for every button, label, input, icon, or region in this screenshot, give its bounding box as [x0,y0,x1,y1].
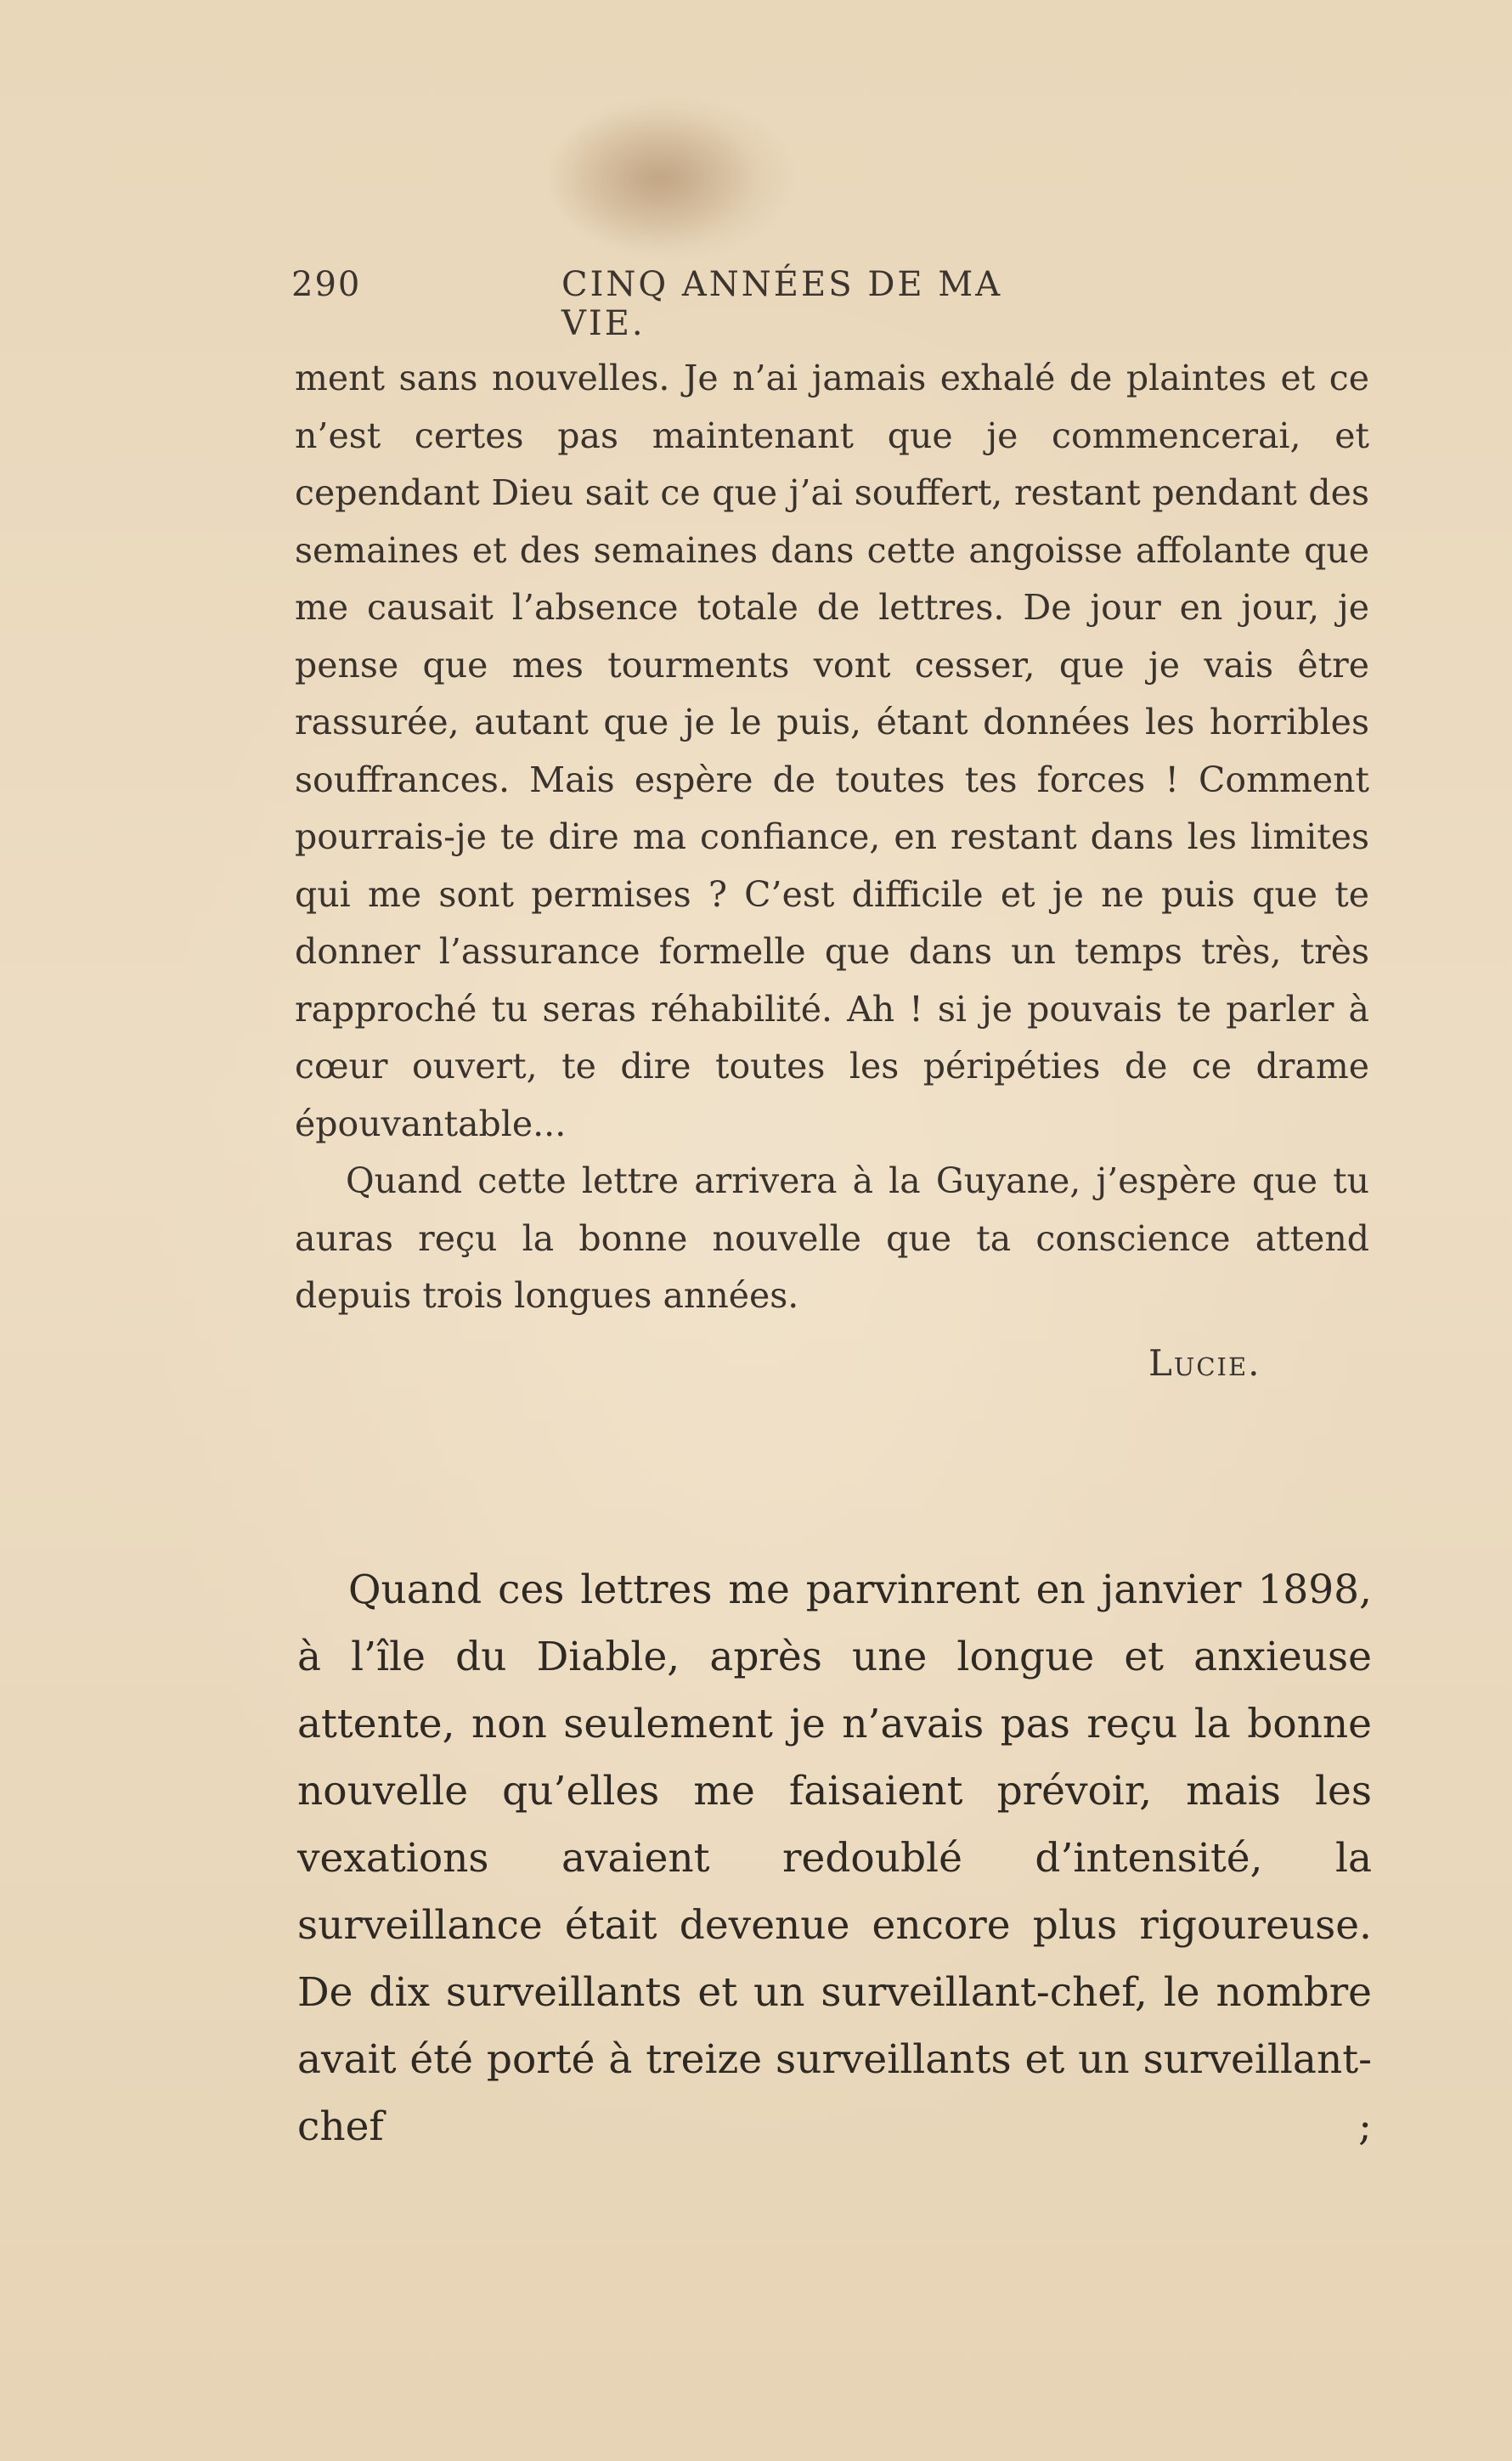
running-title: CINQ ANNÉES DE MA VIE. [561,265,1003,343]
page-number: 290 [291,265,362,304]
letter-paragraph: ment sans nouvelles. Je n’ai jamais exhalé de plaintes et ce n’est certes pas maintenant que je commencerai, et cependant Dieu sait ce que j’ai souffert, restant pendant des semaines et des semaines dans cette angoisse affolante que me causait l’absence totale de lettres. De jour en jour, je pense que mes tourments vont cesser, que je vais être rassurée, autant que je le puis, étant données les horribles souffrances. Mais espère de toutes tes forces ! Comment pourrais-je te dire ma confiance, en restant dans les limites qui me sont permises ? C’est difficile et je ne puis que te donner l’assurance formelle que dans un temps très, très rapproché tu seras réhabilité. Ah ! si je pouvais te parler à cœur ouvert, te dire toutes les péripéties de ce drame épouvantable... [295,358,1369,1144]
letter-signature: Lucie. [1148,1342,1261,1384]
narrative-paragraph: Quand ces lettres me parvinrent en janvier 1898, à l’île du Diable, après une longue et anxieuse attente, non seulement je n’avais pas reçu la bonne nouvelle qu’elles me faisaient prévoir, mais les vexations avaient redoublé d’intensité, la surveillance était devenue encore plus rigoureuse. De dix surveillants et un surveillant-chef, le nombre avait été porté à treize surveillants et un surveillant-chef ; [297,1566,1372,2150]
letter-text [295,350,1369,1325]
narrative-text [297,1556,1372,2160]
page-header [291,265,1090,343]
letter-paragraph: Quand cette lettre arrivera à la Guyane, j’espère que tu auras reçu la bonne nouvelle que ta conscience attend depuis trois longues années. [295,1160,1369,1316]
paper-stain [544,93,798,263]
